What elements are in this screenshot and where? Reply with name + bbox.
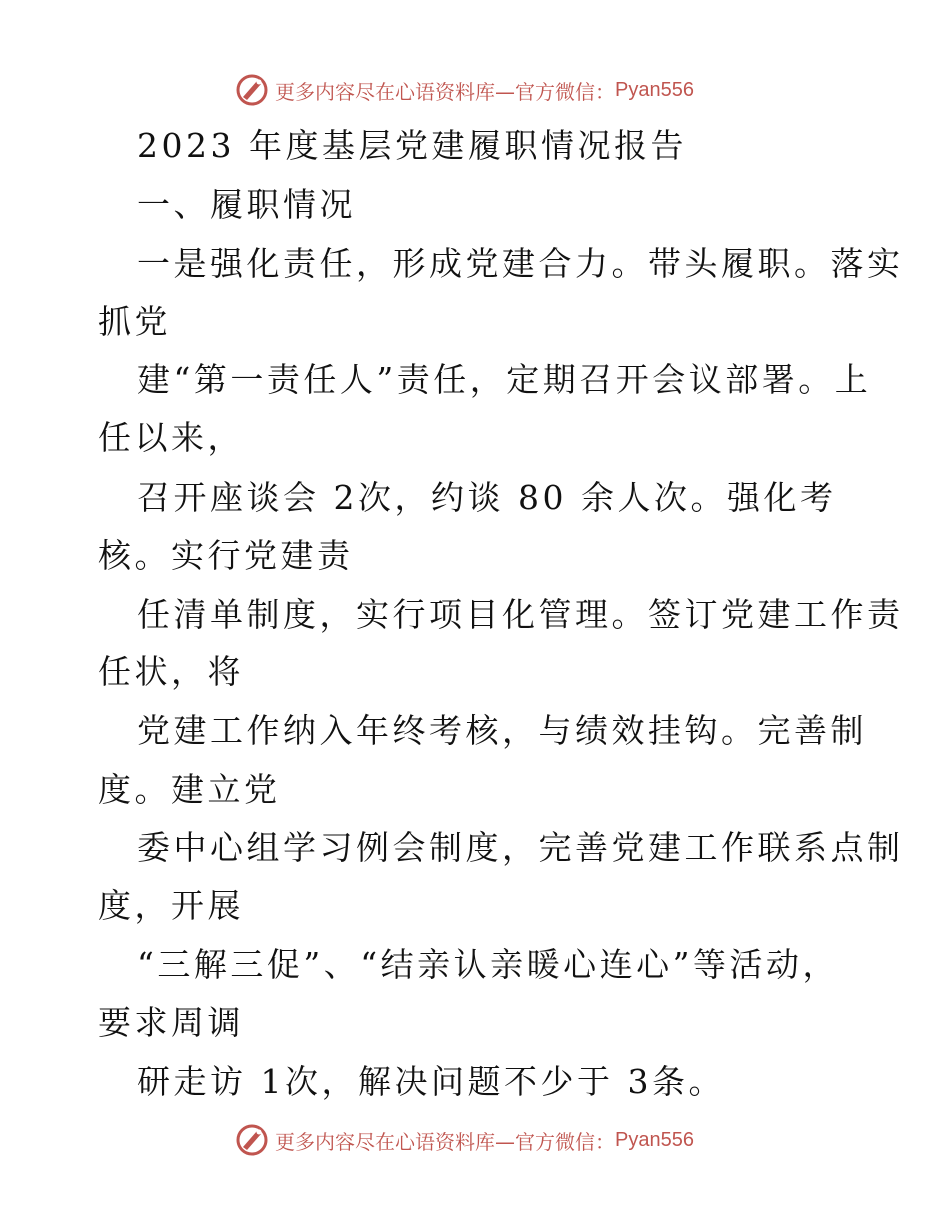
document-title: 2023 年度基层党建履职情况报告 <box>137 126 687 165</box>
paragraph-line: 委中心组学习例会制度，完善党建工作联系点制 <box>137 828 904 867</box>
paragraph-line: 度，开展 <box>98 886 244 925</box>
paragraph-line: 抓党 <box>98 302 171 341</box>
paragraph-line: 党建工作纳入年终考核，与绩效挂钩。完善制 <box>137 711 867 750</box>
paragraph-line: 核。实行党建责 <box>98 536 354 575</box>
watermark-account: Pyan556 <box>615 78 694 101</box>
paragraph-line: 一是强化责任，形成党建合力。带头履职。落实 <box>137 244 904 283</box>
paragraph-line: “三解三促”、“结亲认亲暖心连心”等活动， <box>137 945 839 984</box>
paragraph-line: 建“第一责任人”责任，定期召开会议部署。上 <box>137 360 872 399</box>
watermark-text: 更多内容尽在心语资料库—官方微信： <box>275 1129 615 1154</box>
watermark-account: Pyan556 <box>615 1128 694 1151</box>
paragraph-line: 度。建立党 <box>98 770 281 809</box>
paragraph-line: 召开座谈会 2次，约谈 80 余人次。强化考 <box>137 478 837 517</box>
pen-circle-logo-icon <box>235 1123 269 1157</box>
watermark-text: 更多内容尽在心语资料库—官方微信： <box>275 79 615 104</box>
paragraph-line: 任以来， <box>98 418 244 457</box>
paragraph-line: 任状，将 <box>98 652 244 691</box>
paragraph-line: 要求周调 <box>98 1003 244 1042</box>
paragraph-line: 任清单制度，实行项目化管理。签订党建工作责 <box>137 595 904 634</box>
paragraph-line: 研走访 1次，解决问题不少于 3条。 <box>137 1062 725 1101</box>
watermark-footer <box>235 1120 694 1160</box>
section-heading: 一、履职情况 <box>137 185 356 224</box>
